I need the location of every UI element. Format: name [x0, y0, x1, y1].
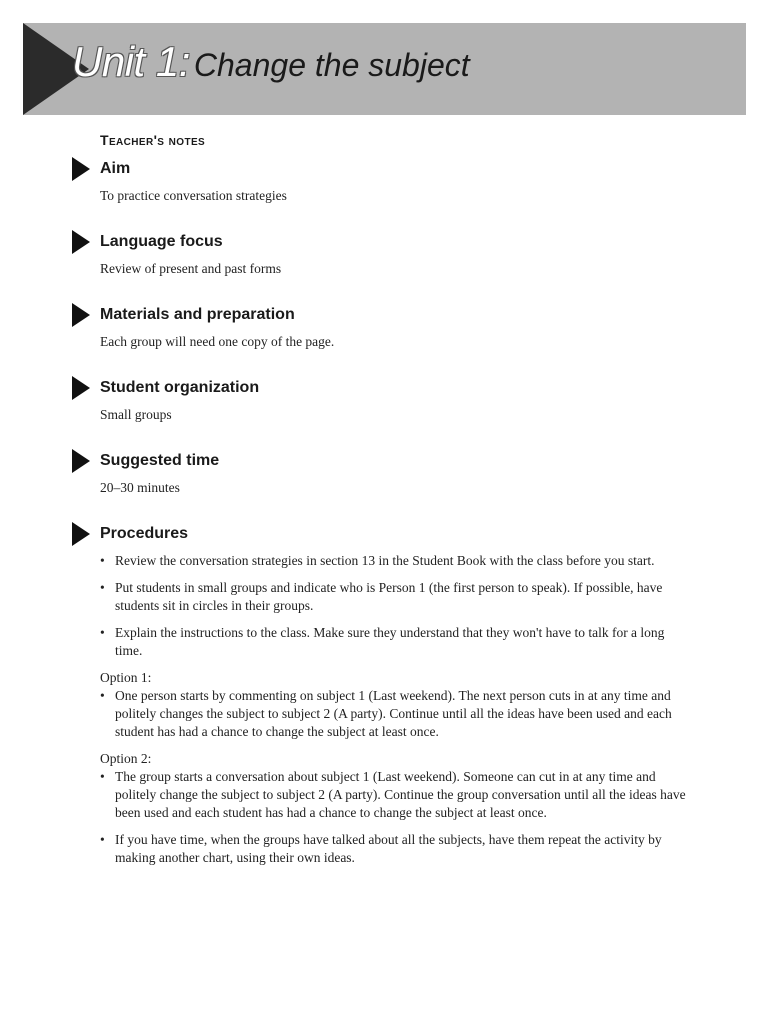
section-language-focus [72, 230, 692, 278]
section-heading [72, 522, 692, 546]
arrow-right-icon [72, 522, 90, 546]
section-student-organization [72, 376, 692, 424]
section-heading [72, 449, 692, 473]
section-heading [72, 157, 692, 181]
section-heading [72, 230, 692, 254]
section-heading [72, 376, 692, 400]
section-title: Student organization [100, 379, 260, 396]
unit-title: Change the subject [193, 47, 470, 83]
arrow-right-icon [72, 303, 90, 327]
list-item: • Review the conversation strategies in section 13 in the Student Book with the class before you start. [100, 552, 692, 570]
list-item: • The group starts a conversation about subject 1 (Last weekend). Someone can cut in at any time and politely change the subject to subject 2 (A party). Continue the group conversation until all the ideas have been used and each student has had a chance to change the subject at least once. [100, 768, 692, 822]
page-title [72, 38, 470, 85]
section-title: Language focus [100, 233, 223, 250]
section-procedures [72, 522, 692, 867]
unit-label: Unit 1: [72, 38, 190, 85]
list-item: • Put students in small groups and indicate who is Person 1 (the first person to speak). If possible, have students sit in circles in their groups. [100, 579, 692, 615]
arrow-right-icon [72, 449, 90, 473]
list-item: • One person starts by commenting on subject 1 (Last weekend). The next person cuts in at any time and politely changes the subject to subject 2 (A party). Continue until all the ideas have been used and each student has had a chance to change the subject at least once. [100, 687, 692, 741]
teachers-notes-content [72, 132, 692, 892]
section-body: Review of present and past forms [100, 261, 282, 276]
section-title: Materials and preparation [100, 306, 295, 323]
section-materials-and-preparation [72, 303, 692, 351]
arrow-right-icon [72, 157, 90, 181]
section-aim [72, 157, 692, 205]
section-title: Aim [100, 160, 131, 177]
option-1-label: Option 1: [100, 670, 152, 685]
section-title: Procedures [100, 525, 189, 542]
section-suggested-time [72, 449, 692, 497]
section-title: Suggested time [100, 452, 220, 469]
list-item: • If you have time, when the groups have talked about all the subjects, have them repeat the activity by making another chart, using their own ideas. [100, 831, 692, 867]
list-item: • Explain the instructions to the class. Make sure they understand that they won't have to talk for a long time. [100, 624, 692, 660]
section-body: Small groups [100, 407, 172, 422]
section-body: 20–30 minutes [100, 480, 180, 495]
section-heading [72, 303, 692, 327]
section-body: Each group will need one copy of the page. [100, 334, 335, 349]
option-2-label: Option 2: [100, 751, 152, 766]
option-1-list [100, 687, 692, 741]
arrow-right-icon [72, 230, 90, 254]
section-body: To practice conversation strategies [100, 188, 287, 203]
title-banner [23, 23, 746, 115]
arrow-right-icon [72, 376, 90, 400]
procedures-list [100, 552, 692, 660]
option-2-list [100, 768, 692, 867]
teachers-notes-heading: Teacher's notes [100, 132, 206, 148]
